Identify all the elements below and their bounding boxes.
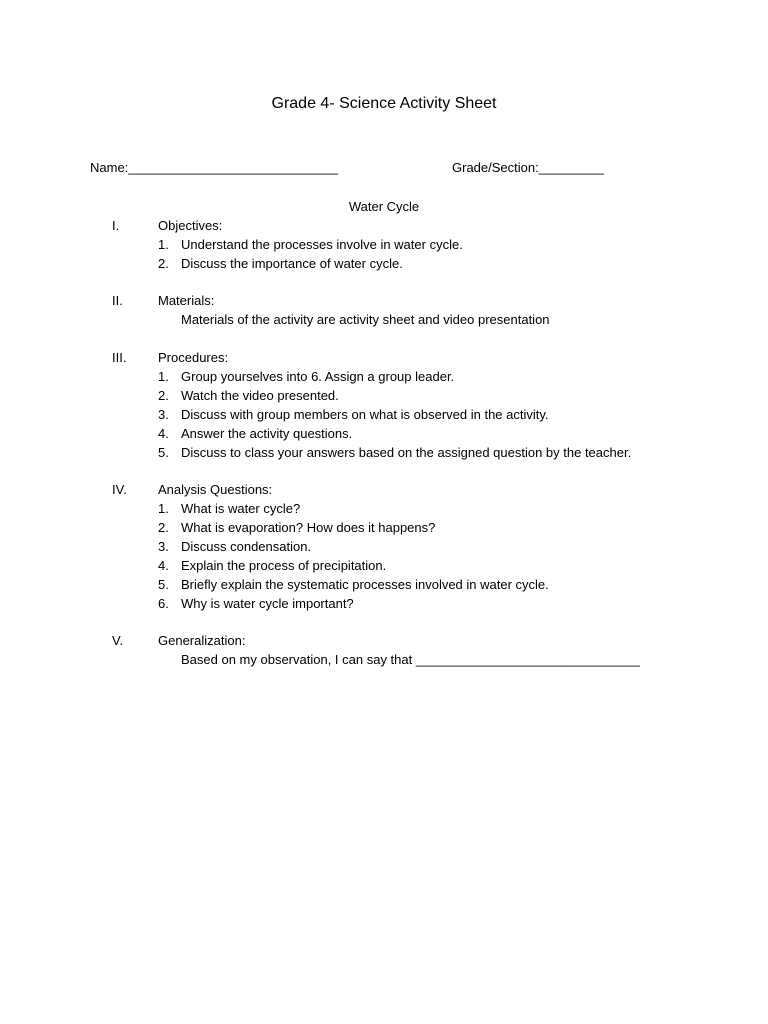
item-number: 4.	[158, 426, 169, 441]
section-heading: Analysis Questions:	[158, 482, 273, 497]
list-item	[158, 386, 768, 405]
section-numeral: II.	[112, 293, 123, 308]
item-text: Discuss condensation.	[181, 539, 312, 554]
procedures-list	[158, 367, 768, 462]
item-number: 5.	[158, 577, 169, 592]
name-field: Name:_____________________________	[90, 160, 338, 175]
list-item	[158, 556, 768, 575]
topic-heading: Water Cycle	[348, 199, 420, 214]
item-number: 1.	[158, 237, 169, 252]
generalization-text: Based on my observation, I can say that _______________________________	[181, 652, 640, 667]
list-item	[158, 367, 768, 386]
item-number: 1.	[158, 369, 169, 384]
item-number: 1.	[158, 501, 169, 516]
list-item	[158, 235, 768, 254]
item-text: Discuss to class your answers based on the assigned question by the teacher.	[181, 445, 632, 460]
item-number: 3.	[158, 407, 169, 422]
grade-section-field: Grade/Section:_________	[452, 160, 604, 175]
section-numeral: V.	[112, 633, 124, 648]
item-number: 2.	[158, 256, 169, 271]
list-item	[158, 594, 768, 613]
list-item	[158, 537, 768, 556]
item-text: Discuss with group members on what is observed in the activity.	[181, 407, 549, 422]
list-item	[158, 424, 768, 443]
section-heading: Materials:	[158, 293, 215, 308]
list-item	[158, 443, 768, 462]
item-number: 5.	[158, 445, 169, 460]
item-number: 2.	[158, 388, 169, 403]
section-objectives	[0, 216, 768, 273]
section-materials	[0, 291, 768, 330]
item-text: Discuss the importance of water cycle.	[181, 256, 403, 271]
list-item	[158, 575, 768, 594]
list-item	[158, 499, 768, 518]
questions-list	[158, 499, 768, 613]
sections-container	[0, 216, 768, 688]
list-item	[158, 518, 768, 537]
list-item	[158, 254, 768, 273]
item-text: What is water cycle?	[181, 501, 301, 516]
section-generalization	[0, 631, 768, 670]
item-number: 6.	[158, 596, 169, 611]
section-heading: Objectives:	[158, 218, 223, 233]
materials-text: Materials of the activity are activity sheet and video presentation	[181, 312, 550, 327]
item-text: Watch the video presented.	[181, 388, 339, 403]
section-numeral: I.	[112, 218, 120, 233]
item-number: 3.	[158, 539, 169, 554]
item-text: What is evaporation? How does it happens?	[181, 520, 436, 535]
item-number: 4.	[158, 558, 169, 573]
item-text: Answer the activity questions.	[181, 426, 353, 441]
section-analysis-questions	[0, 480, 768, 613]
item-text: Group yourselves into 6. Assign a group leader.	[181, 369, 455, 384]
item-number: 2.	[158, 520, 169, 535]
section-procedures	[0, 348, 768, 462]
item-text: Explain the process of precipitation.	[181, 558, 387, 573]
section-numeral: IV.	[112, 482, 127, 497]
item-text: Understand the processes involve in water cycle.	[181, 237, 463, 252]
page-title: Grade 4- Science Activity Sheet	[271, 95, 497, 112]
list-item	[158, 405, 768, 424]
item-text: Why is water cycle important?	[181, 596, 354, 611]
section-heading: Procedures:	[158, 350, 229, 365]
objectives-list	[158, 235, 768, 273]
section-numeral: III.	[112, 350, 127, 365]
item-text: Briefly explain the systematic processes involved in water cycle.	[181, 577, 549, 592]
section-heading: Generalization:	[158, 633, 246, 648]
